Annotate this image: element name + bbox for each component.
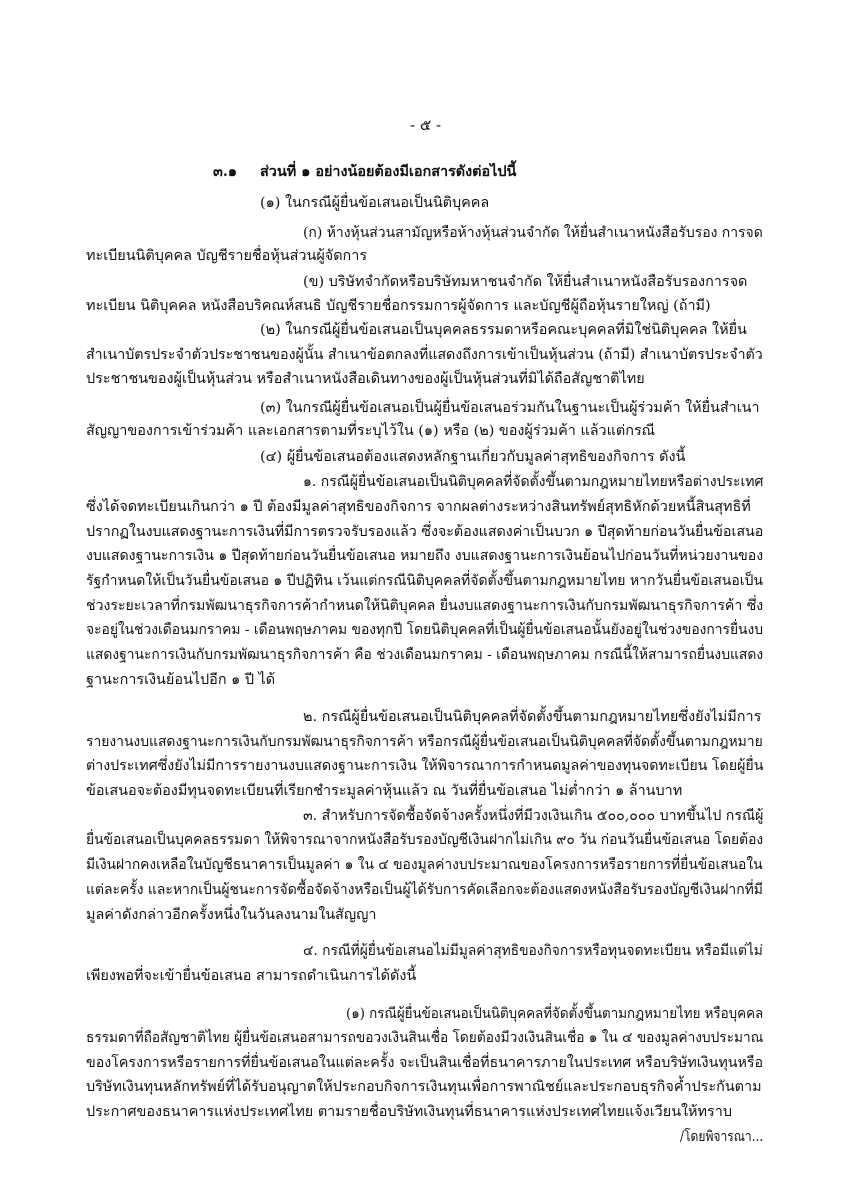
paragraph-line: ทะเบียน นิติบุคคล หนังสือบริคณห์สนธิ บัญชีรายชื่อกรรมการผู้จัดการ และบัญชีผู้ถือหุ้นรายใหญ่ (ถ้ามี): [86, 298, 711, 314]
paragraph-line: ๓. สำหรับการจัดซื้อจัดจ้างครั้งหนึ่งที่มีวงเงินเกิน ๕๐๐,๐๐๐ บาทขึ้นไป กรณีผู้: [303, 808, 764, 824]
paragraph-line: ของโครงการหรือรายการที่ยื่นข้อเสนอในแต่ละครั้ง จะเป็นสินเชื่อที่ธนาคารภายในประเทศ หรือบริษัทเงินทุนหรือ: [86, 1055, 764, 1071]
paragraph-line: เพียงพอที่จะเข้ายื่นข้อเสนอ สามารถดำเนินการได้ดังนี้: [86, 968, 417, 984]
paragraph-line: ทะเบียนนิติบุคคล บัญชีรายชื่อหุ้นส่วนผู้จัดการ: [86, 248, 368, 264]
paragraph-line: สำเนาบัตรประจำตัวประชาชนของผู้นั้น สำเนาข้อตกลงที่แสดงถึงการเข้าเป็นหุ้นส่วน (ถ้ามี) สำเนาบัตรประจำตัว: [86, 347, 763, 363]
paragraph-line: (๓) ในกรณีผู้ยื่นข้อเสนอเป็นผู้ยื่นข้อเสนอร่วมกันในฐานะเป็นผู้ร่วมค้า ให้ยื่นสำเนา: [260, 400, 760, 416]
paragraph-line: บริษัทเงินทุนหลักทรัพย์ที่ได้รับอนุญาตให้ประกอบกิจการเงินทุนเพื่อการพาณิชย์และประกอบธุรกิจค้ำประกันตาม: [86, 1079, 762, 1095]
paragraph-line: ๔. กรณีที่ผู้ยื่นข้อเสนอไม่มีมูลค่าสุทธิของกิจการหรือทุนจดทะเบียน หรือมีแต่ไม่: [303, 943, 763, 959]
section-number: ๓.๑: [213, 163, 237, 180]
continuation-note: /โดยพิจารณา...: [680, 1129, 764, 1145]
paragraph-line: ธรรมดาที่ถือสัญชาติไทย ผู้ยื่นข้อเสนอสามารถขอวงเงินสินเชื่อ โดยต้องมีวงเงินสินเชื่อ ๑ ใน ๔ ของมูลค่างบประมาณ: [86, 1030, 764, 1046]
paragraph-line: ๑. กรณีผู้ยื่นข้อเสนอเป็นนิติบุคคลที่จัดตั้งขึ้นตามกฎหมายไทยหรือต่างประเทศ: [303, 474, 764, 490]
paragraph-line: รายงานงบแสดงฐานะการเงินกับกรมพัฒนาธุรกิจการค้า หรือกรณีผู้ยื่นข้อเสนอเป็นนิติบุคคลที่จัดตั้งขึ้นตามกฎหมาย: [86, 734, 763, 750]
section-heading: ส่วนที่ ๑ อย่างน้อยต้องมีเอกสารดังต่อไปนี้: [260, 163, 517, 180]
paragraph-line: สัญญาของการเข้าร่วมค้า และเอกสารตามที่ระบุไว้ใน (๑) หรือ (๒) ของผู้ร่วมค้า แล้วแต่กรณี: [86, 423, 656, 439]
paragraph-line: ต่างประเทศซึ่งยังไม่มีการรายงานงบแสดงฐานะการเงิน ให้พิจารณาการกำหนดมูลค่าของทุนจดทะเบียน โดยผู้ยื่น: [86, 758, 764, 774]
paragraph-line: แสดงฐานะการเงินกับกรมพัฒนาธุรกิจการค้า คือ ช่วงเดือนมกราคม - เดือนพฤษภาคม กรณีนี้ให้สามารถยื่นงบแสดง: [86, 647, 764, 663]
paragraph-line: ข้อเสนอจะต้องมีทุนจดทะเบียนที่เรียกชำระมูลค่าหุ้นแล้ว ณ วันที่ยื่นข้อเสนอ ไม่ต่ำกว่า ๑ ล้านบาท: [86, 783, 683, 799]
paragraph-line: ยื่นข้อเสนอเป็นบุคคลธรรมดา ให้พิจารณาจากหนังสือรับรองบัญชีเงินฝากไม่เกิน ๙๐ วัน ก่อนวันยื่นข้อเสนอ โดยต้อง: [86, 832, 764, 848]
paragraph-line: ประกาศของธนาคารแห่งประเทศไทย ตามรายชื่อบริษัทเงินทุนที่ธนาคารแห่งประเทศไทยแจ้งเวียนให้ทราบ: [86, 1104, 732, 1120]
paragraph-line: (๑) ในกรณีผู้ยื่นข้อเสนอเป็นนิติบุคคล: [260, 195, 490, 211]
paragraph-line: งบแสดงฐานะการเงิน ๑ ปีสุดท้ายก่อนวันยื่นข้อเสนอ หมายถึง งบแสดงฐานะการเงินย้อนไปก่อนวันที่หน่วยงานของ: [86, 548, 764, 564]
paragraph-line: ซึ่งได้จดทะเบียนเกินกว่า ๑ ปี ต้องมีมูลค่าสุทธิของกิจการ จากผลต่างระหว่างสินทรัพย์สุทธิหักด้วยหนี้สินสุทธิที่: [86, 499, 751, 515]
paragraph-line: แต่ละครั้ง และหากเป็นผู้ชนะการจัดซื้อจัดจ้างหรือเป็นผู้ได้รับการคัดเลือกจะต้องแสดงหนังสือรับรองบัญชีเงินฝากที่มี: [86, 882, 763, 898]
paragraph-line: มีเงินฝากคงเหลือในบัญชีธนาคารเป็นมูลค่า ๑ ใน ๔ ของมูลค่างบประมาณของโครงการหรือรายการที่ยื่นข้อเสนอใน: [86, 857, 763, 873]
paragraph-line: ประชาชนของผู้เป็นหุ้นส่วน หรือสำเนาหนังสือเดินทางของผู้เป็นหุ้นส่วนที่มิได้ถือสัญชาติไทย: [86, 371, 645, 387]
paragraph-line: รัฐกำหนดให้เป็นวันยื่นข้อเสนอ ๑ ปีปฏิทิน เว้นแต่กรณีนิติบุคคลที่จัดตั้งขึ้นตามกฎหมายไทย หากวันยื่นข้อเสนอเป็น: [86, 573, 763, 589]
paragraph-line: (ก) ห้างหุ้นส่วนสามัญหรือห้างหุ้นส่วนจำกัด ให้ยื่นสำเนาหนังสือรับรอง การจด: [303, 225, 763, 241]
paragraph-line: ช่วงระยะเวลาที่กรมพัฒนาธุรกิจการค้ากำหนดให้นิติบุคคล ยื่นงบแสดงฐานะการเงินกับกรมพัฒนาธุรกิจการค้า ซึ่ง: [86, 598, 764, 614]
paragraph-line: (๒) ในกรณีผู้ยื่นข้อเสนอเป็นบุคคลธรรมดาหรือคณะบุคคลที่มิใช่นิติบุคคล ให้ยื่น: [260, 322, 747, 338]
paragraph-line: จะอยู่ในช่วงเดือนมกราคม - เดือนพฤษภาคม ของทุกปี โดยนิติบุคคลที่เป็นผู้ยื่นข้อเสนอนั้นยังอยู่ในช่วงของการยื่นงบ: [86, 622, 764, 638]
paragraph-line: มูลค่าดังกล่าวอีกครั้งหนึ่งในวันลงนามในสัญญา: [86, 907, 377, 923]
paragraph-line: (ข) บริษัทจำกัดหรือบริษัทมหาชนจำกัด ให้ยื่นสำเนาหนังสือรับรองการจด: [303, 274, 748, 290]
paragraph-line: (๑) กรณีผู้ยื่นข้อเสนอเป็นนิติบุคคลที่จัดตั้งขึ้นตามกฎหมายไทย หรือบุคคล: [346, 1006, 764, 1022]
paragraph-line: (๔) ผู้ยื่นข้อเสนอต้องแสดงหลักฐานเกี่ยวกับมูลค่าสุทธิของกิจการ ดังนี้: [260, 449, 686, 465]
page-number: - ๕ -: [410, 116, 442, 134]
paragraph-line: ฐานะการเงินย้อนไปอีก ๑ ปี ได้: [86, 672, 276, 688]
paragraph-line: ๒. กรณีผู้ยื่นข้อเสนอเป็นนิติบุคคลที่จัดตั้งขึ้นตามกฎหมายไทยซึ่งยังไม่มีการ: [303, 709, 762, 725]
paragraph-line: ปรากฏในงบแสดงฐานะการเงินที่มีการตรวจรับรองแล้ว ซึ่งจะต้องแสดงค่าเป็นบวก ๑ ปีสุดท้ายก่อนวันยื่นข้อเสนอ: [86, 524, 764, 540]
